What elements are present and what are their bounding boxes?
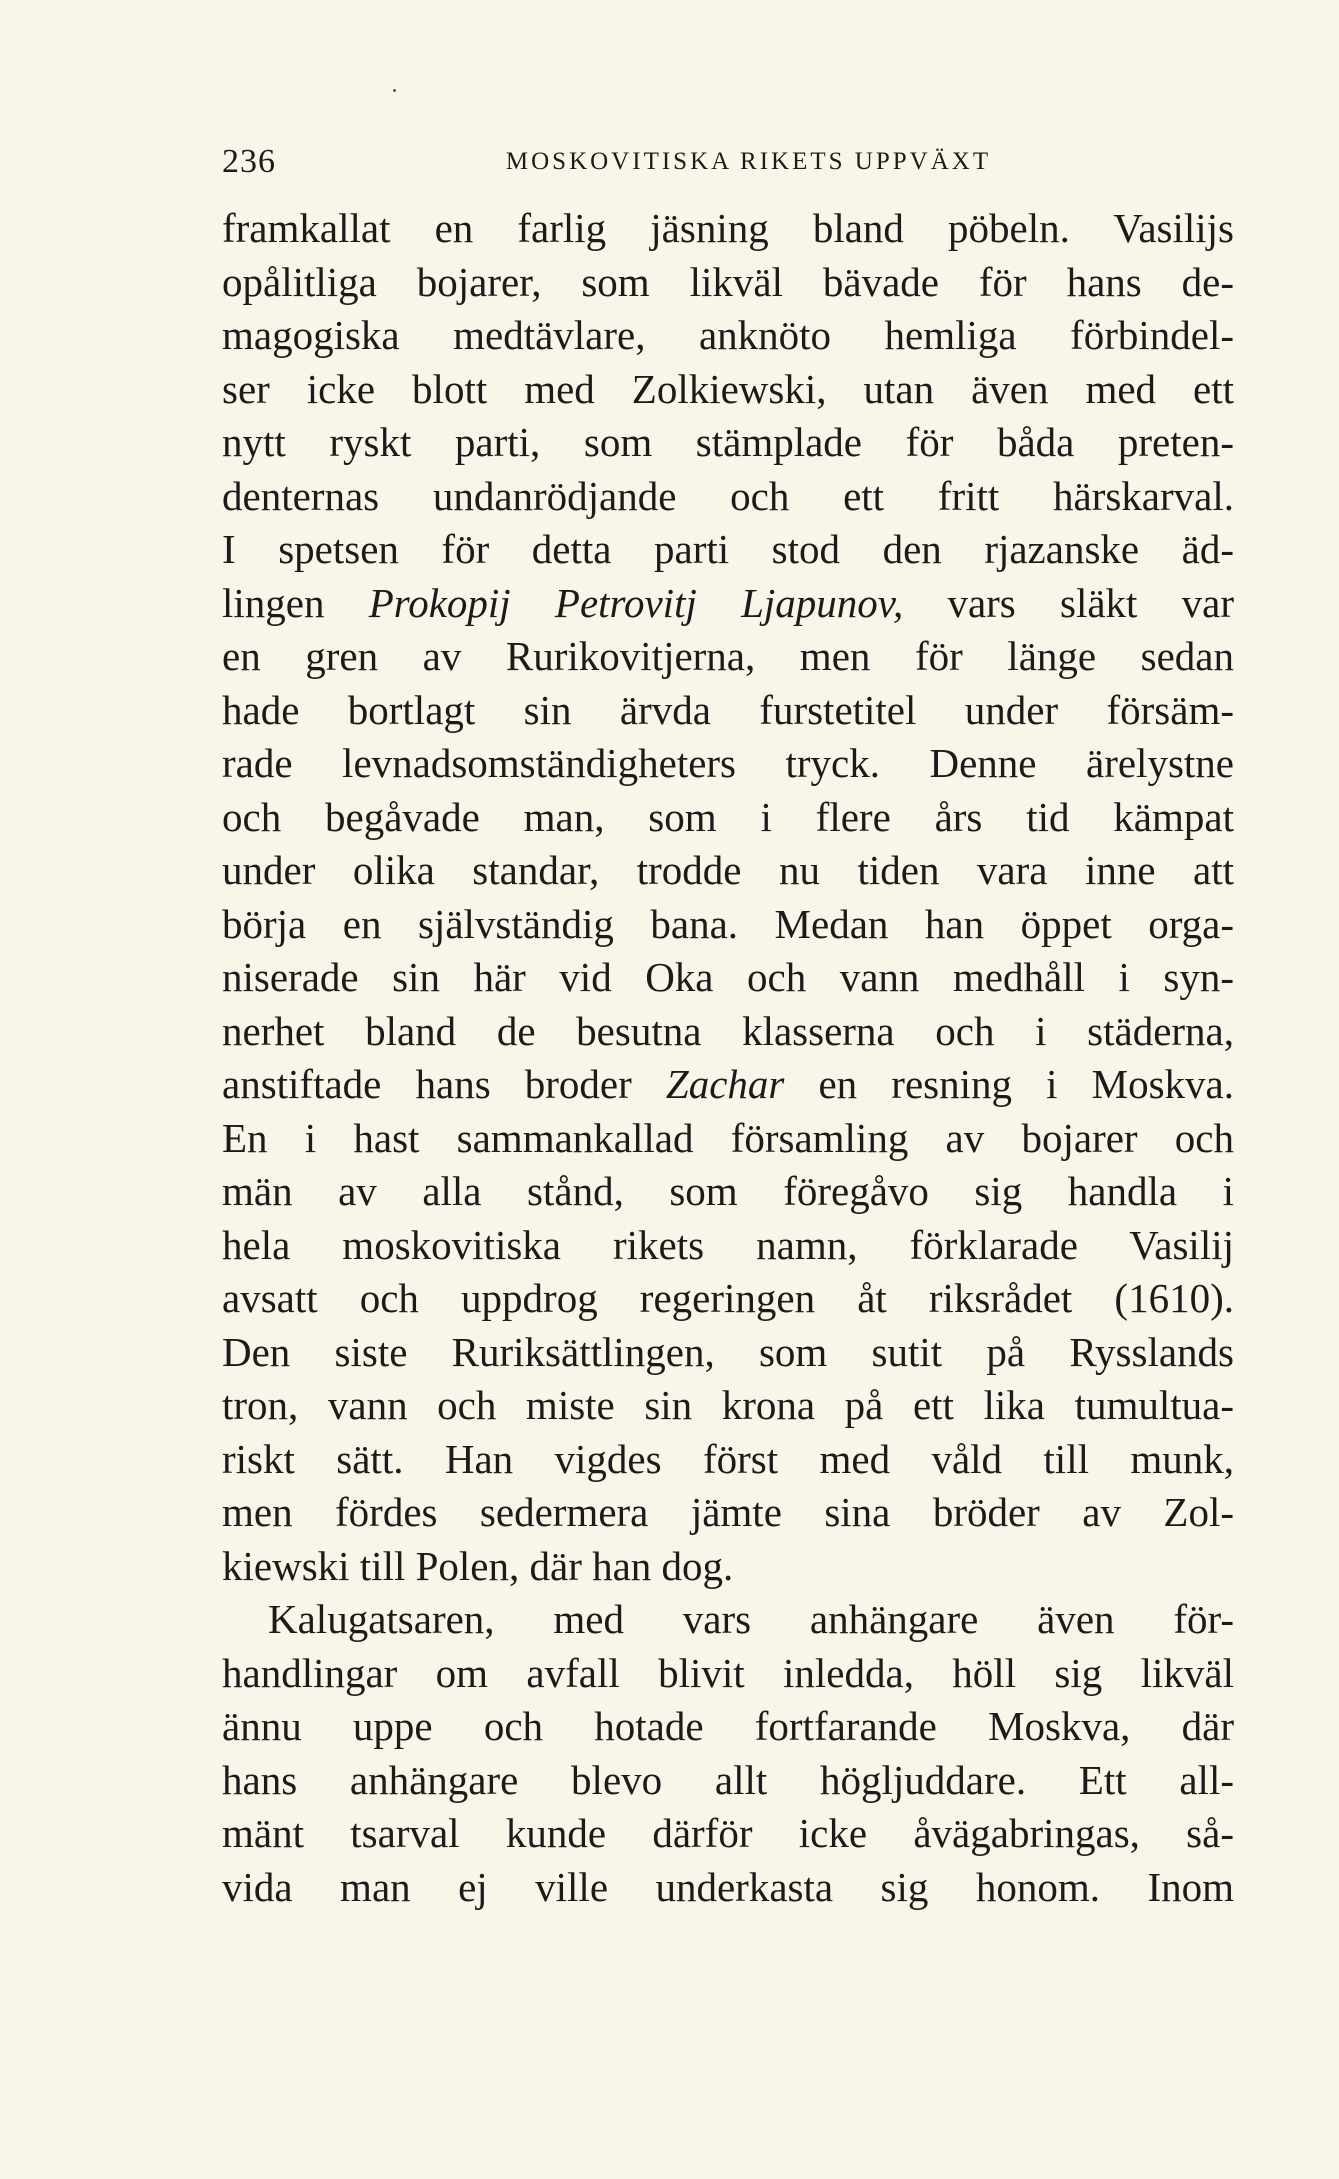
text-line: opålitliga bojarer, som likväl bävade för hans de- — [222, 258, 1234, 305]
person-name-italic: Zachar — [665, 1061, 785, 1107]
text-line: men fördes sedermera jämte sina bröder av Zol- — [222, 1489, 1234, 1535]
paragraph-start-line: Kalugatsaren, med vars anhängare även för- — [268, 1596, 1234, 1642]
page-number: 236 — [222, 143, 276, 180]
text-line: vida man ej ville underkasta sig honom. Inom — [222, 1863, 1234, 1910]
text-line: hela moskovitiska rikets namn, förklarade Vasilij — [222, 1221, 1234, 1268]
paper-speck — [393, 89, 396, 92]
text-line: denternas undanrödjande och ett fritt härskarval. — [222, 472, 1234, 519]
text-line: en gren av Rurikovitjerna, men för länge sedan — [222, 633, 1234, 679]
text-line: hade bortlagt sin ärvda furstetitel under försäm- — [222, 686, 1234, 733]
text-line: En i hast sammankallad församling av bojarer och — [222, 1114, 1234, 1161]
text-line: niserade sin här vid Oka och vann medhåll i syn- — [222, 954, 1234, 1000]
line-segment: anstiftade hans broder — [222, 1061, 666, 1107]
text-line: nytt ryskt parti, som stämplade för båda preten- — [222, 419, 1234, 465]
text-line: tron, vann och miste sin krona på ett lika tumultua- — [222, 1382, 1234, 1428]
running-head: MOSKOVITISKA RIKETS UPPVÄXT — [505, 148, 992, 175]
text-line: under olika standar, trodde nu tiden vara inne att — [222, 847, 1234, 893]
text-line: och begåvade man, som i flere års tid kämpat — [222, 793, 1234, 840]
paragraph-end-line: kiewski till Polen, där han dog. — [222, 1542, 734, 1589]
text-line: riskt sätt. Han vigdes först med våld till munk, — [222, 1435, 1234, 1482]
text-line: hans anhängare blevo allt högljuddare. Ett all- — [222, 1756, 1234, 1803]
text-line: magogiska medtävlare, anknöto hemliga förbindel- — [222, 312, 1234, 358]
text-line: rade levnadsomständigheters tryck. Denne ärelystne — [222, 740, 1234, 786]
text-line — [222, 1058, 1234, 1112]
body-text — [222, 202, 1234, 1914]
person-name-italic: Prokopij Petrovitj Ljapunov, — [368, 579, 904, 626]
text-line: ser icke blott med Zolkiewski, utan även med ett — [222, 365, 1234, 412]
text-line: börja en självständig bana. Medan han öppet orga- — [222, 900, 1234, 947]
text-line: I spetsen för detta parti stod den rjazanske äd- — [222, 526, 1234, 572]
line-segment: vars släkt var — [903, 579, 1234, 626]
text-line: mänt tsarval kunde därför icke åvägabringas, så- — [222, 1810, 1234, 1856]
text-line — [222, 577, 1234, 631]
text-line: män av alla stånd, som föregåvo sig handla i — [222, 1168, 1234, 1214]
text-line: Den siste Ruriksättlingen, som sutit på Rysslands — [222, 1328, 1234, 1375]
line-segment: lingen — [222, 579, 369, 626]
text-line: nerhet bland de besutna klasserna och i städerna, — [222, 1007, 1234, 1054]
text-line: framkallat en farlig jäsning bland pöbeln. Vasilijs — [222, 205, 1234, 251]
text-line: handlingar om avfall blivit inledda, höll sig likväl — [222, 1649, 1234, 1696]
text-line: avsatt och uppdrog regeringen åt riksrådet (1610). — [222, 1275, 1234, 1321]
line-segment: en resning i Moskva. — [784, 1061, 1234, 1107]
page-header — [222, 140, 1235, 184]
text-line: ännu uppe och hotade fortfarande Moskva, där — [222, 1703, 1234, 1749]
